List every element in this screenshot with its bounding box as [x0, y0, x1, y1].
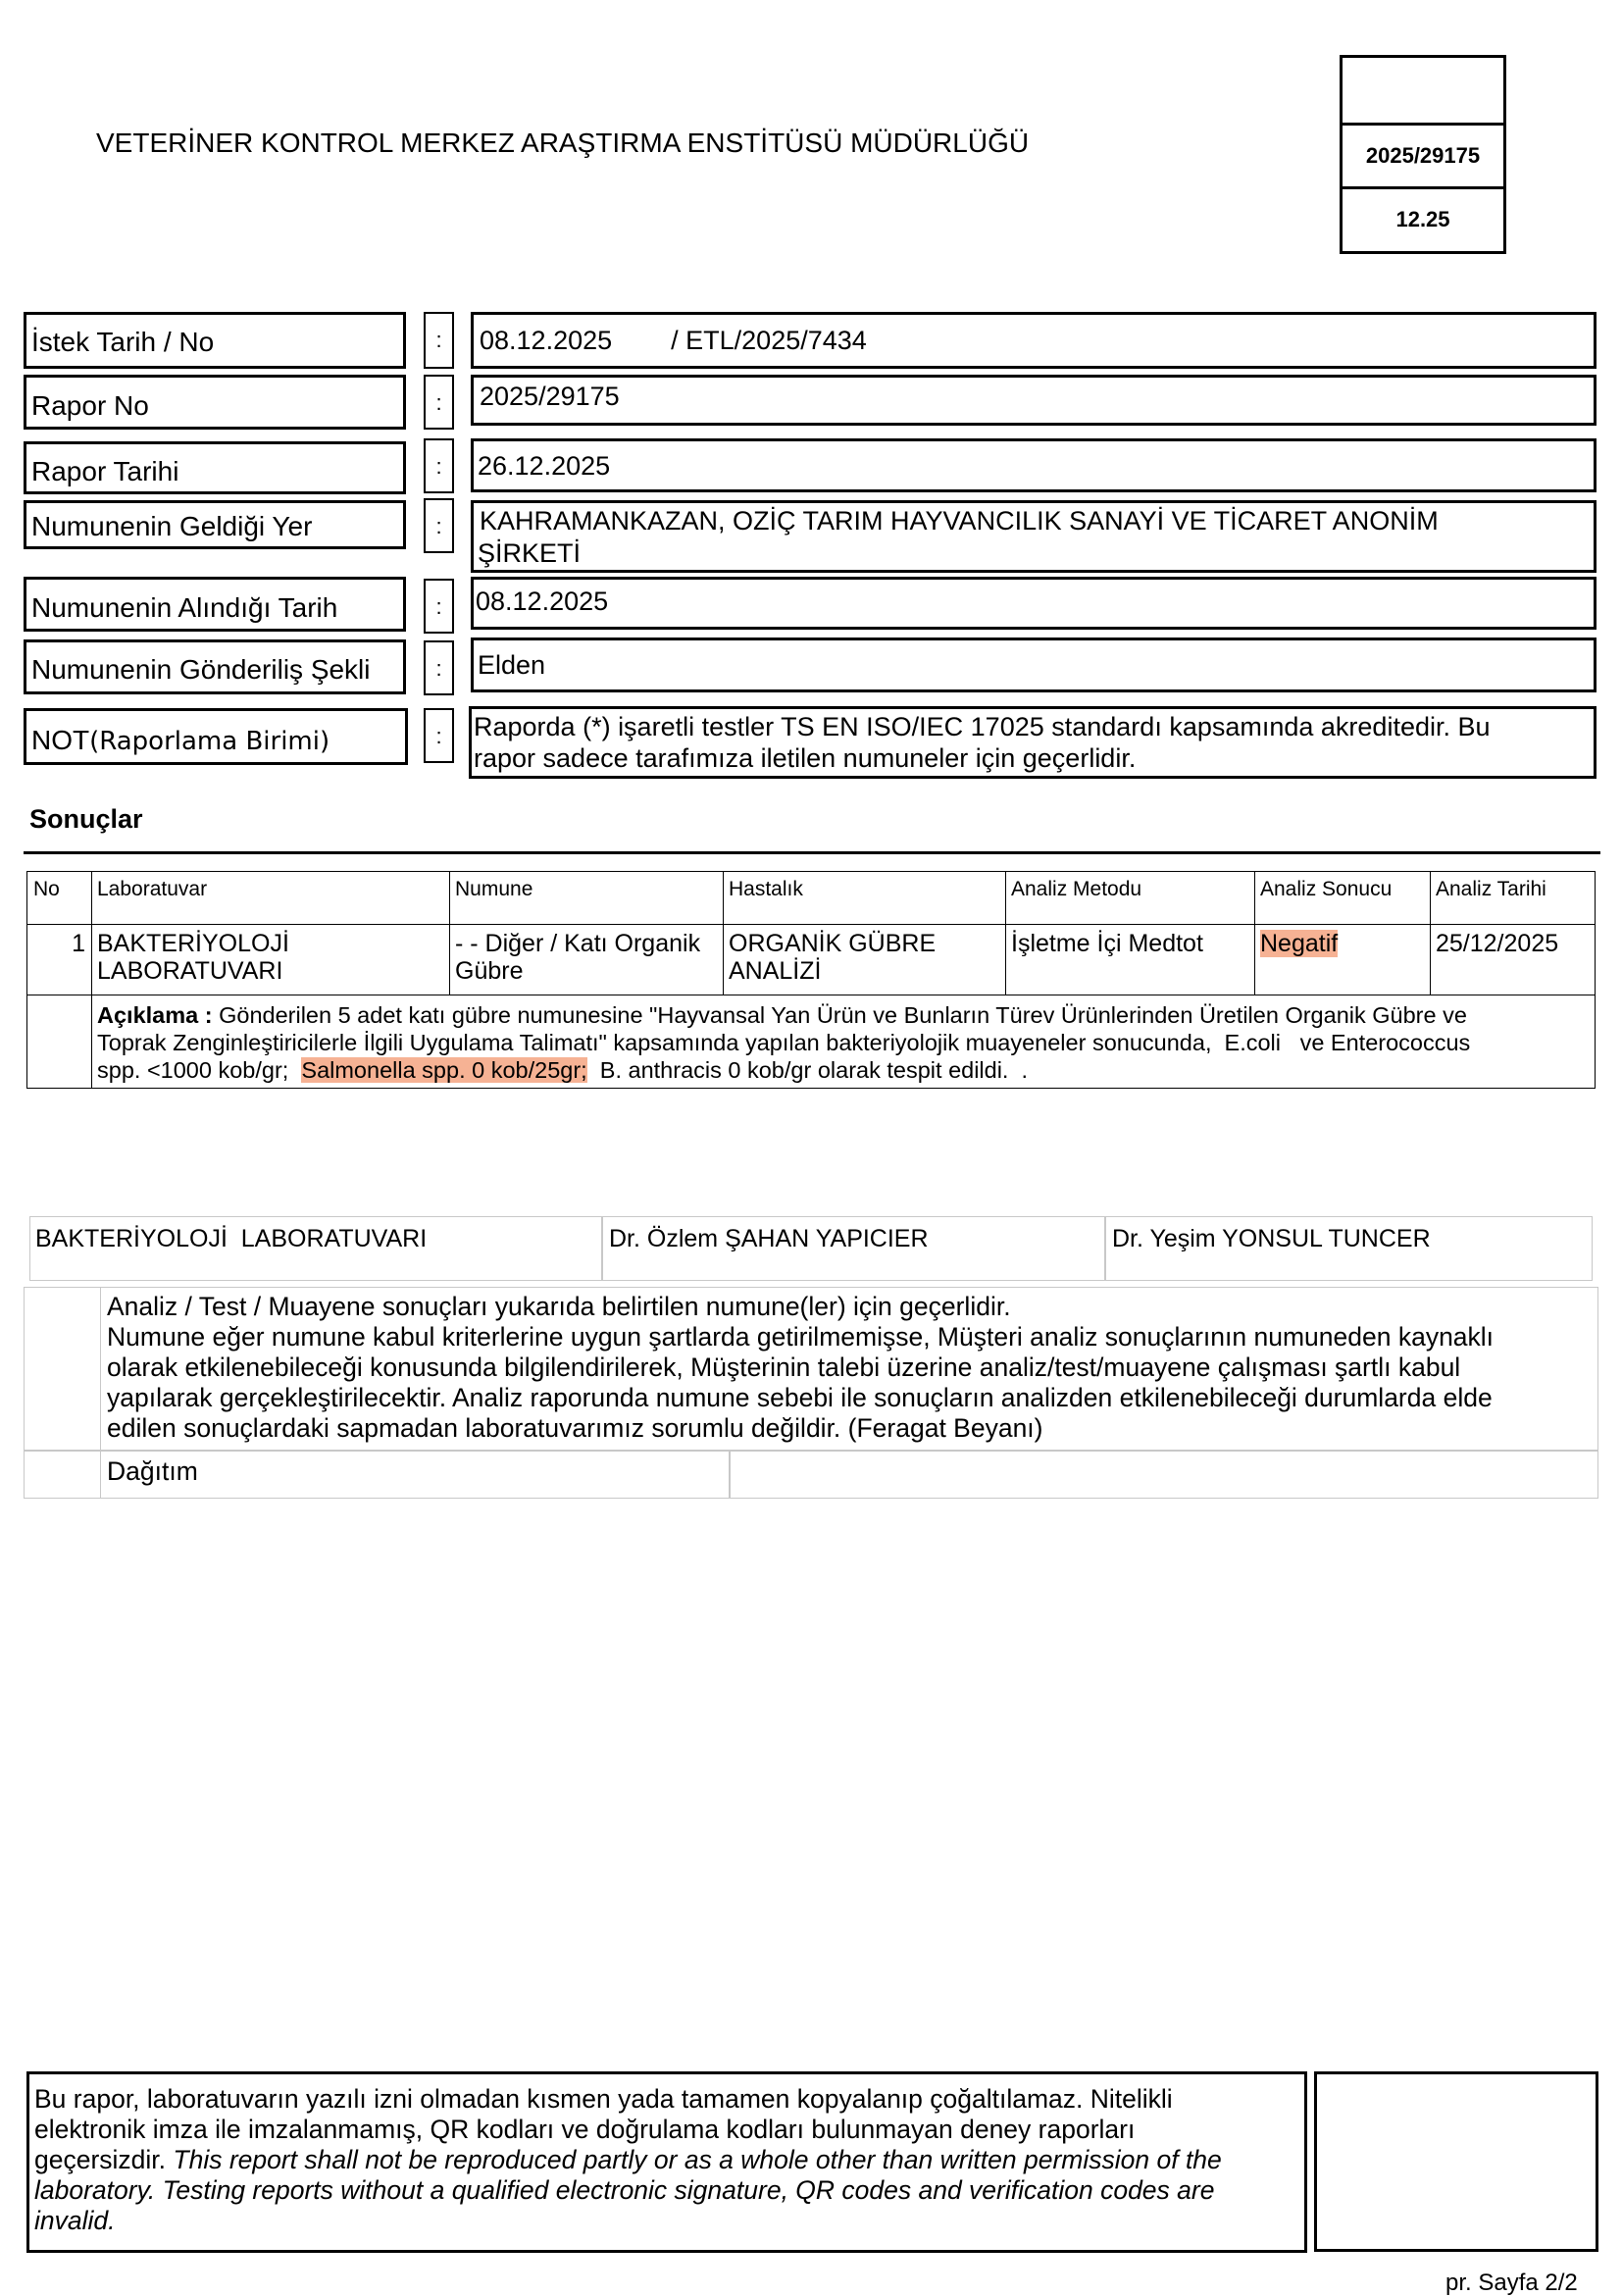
info-colon: : [424, 579, 454, 634]
signature-lab: BAKTERİYOLOJİ LABORATUVARI [35, 1225, 428, 1252]
disclaimer-line5: edilen sonuçlardaki sapmadan laboratuvarımız sorumlu değildir. (Feragat Beyanı) [107, 1413, 1043, 1443]
info-value-shipping: Elden [471, 638, 1597, 692]
explanation-line1: Açıklama : Gönderilen 5 adet katı gübre numunesine "Hayvansal Yan Ürün ve Bunların Türev Ürünlerinden Üretilen Organik Gübre ve [97, 1002, 1467, 1028]
institution-title: VETERİNER KONTROL MERKEZ ARAŞTIRMA ENSTİTÜSÜ MÜDÜRLÜĞÜ [96, 128, 1030, 158]
footer-line3: geçersizdir. This report shall not be reproduced partly or as a whole other than written permission of the [34, 2145, 1222, 2174]
col-header-result: Analiz Sonucu [1260, 878, 1393, 900]
signature-1: Dr. Özlem ŞAHAN YAPICIER [609, 1225, 929, 1252]
report-version: 12.25 [1395, 207, 1450, 231]
explanation-line2: Toprak Zenginleştiricilerle İlgili Uygulama Talimatı" kapsamında yapılan bakteriyolojik muayeneler sonucunda, E.coli ve Enterococcus [97, 1030, 1471, 1055]
report-code: 2025/29175 [1365, 143, 1481, 168]
row-disease-line1: ORGANİK GÜBRE [729, 930, 937, 957]
col-header-lab: Laboratuvar [97, 878, 208, 900]
info-label-note [24, 708, 408, 765]
note-prefix: NOT [31, 725, 90, 755]
results-rule [24, 851, 1600, 854]
info-colon: : [424, 438, 454, 493]
col-header-disease: Hastalık [729, 878, 803, 900]
disclaimer-line4: yapılarak gerçekleştirilecektir. Analiz raporunda numune sebebi ile sonuçların analizden etkilenebileceği durumlarda elde [107, 1383, 1493, 1412]
disclaimer-line3: olarak etkilenebileceği konusunda bilgilendirilerek, Müşterinin talebi üzerine analiz/test/muayene çalışması şartlı kabul [107, 1352, 1461, 1382]
info-value-sample-date: 08.12.2025 [471, 577, 1597, 630]
info-label-sample-date: Numunenin Alındığı Tarih [24, 577, 406, 632]
info-label-report-date: Rapor Tarihi [24, 441, 406, 494]
info-colon: : [424, 708, 454, 763]
note-unit: (Raporlama Birimi) [89, 727, 330, 756]
row-method: İşletme İçi Medtot [1011, 930, 1203, 957]
footer-line2: elektronik imza ile imzalanmamış, QR kodları ve doğrulama kodları bulunmayan deney raporları [34, 2115, 1136, 2144]
explanation-label: Açıklama : [97, 1002, 213, 1028]
row-sample-line1: - - Diğer / Katı Organik [455, 930, 701, 957]
info-value-request: 08.12.2025 / ETL/2025/7434 [471, 312, 1597, 369]
row-lab-line2: LABORATUVARI [97, 957, 283, 985]
info-label-request: İstek Tarih / No [24, 312, 406, 369]
info-value-note: Raporda (*) işaretli testler TS EN ISO/IEC 17025 standardı kapsamında akreditedir. Bu rapor sadece tarafımıza iletilen numuneler için geçerlidir. [469, 706, 1597, 779]
footer-line4: laboratory. Testing reports without a qualified electronic signature, QR codes and verification codes are [34, 2175, 1215, 2205]
row-lab-line1: BAKTERİYOLOJİ [97, 930, 289, 957]
distribution-label: Dağıtım [107, 1456, 198, 1486]
report-code-box [1340, 55, 1506, 254]
page-number: pr. Sayfa 2/2 [1445, 2270, 1578, 2296]
row-date: 25/12/2025 [1436, 930, 1559, 957]
info-value-sample-origin: KAHRAMANKAZAN, OZİÇ TARIM HAYVANCILIK SANAYİ VE TİCARET ANONİM ŞİRKETİ [471, 500, 1597, 573]
row-sample-line2: Gübre [455, 957, 524, 985]
col-header-date: Analiz Tarihi [1436, 878, 1546, 900]
info-colon: : [424, 498, 454, 553]
results-title: Sonuçlar [29, 804, 143, 834]
disclaimer-line1: Analiz / Test / Muayene sonuçları yukarıda belirtilen numune(ler) için geçerlidir. [107, 1292, 1011, 1321]
signature-row [29, 1216, 1593, 1281]
info-value-report-no: 2025/29175 [471, 375, 1597, 426]
info-value-report-date: 26.12.2025 [471, 438, 1597, 492]
explanation-line3: spp. <1000 kob/gr; Salmonella spp. 0 kob/25gr; B. anthracis 0 kob/gr olarak tespit edildi. . [97, 1057, 1029, 1083]
info-colon: : [424, 640, 454, 695]
info-colon: : [424, 375, 454, 430]
col-header-method: Analiz Metodu [1011, 878, 1142, 900]
disclaimer-line2: Numune eğer numune kabul kriterlerine uygun şartlarda getirilmemişse, Müşteri analiz sonuçlarının numuneden kaynaklı [107, 1322, 1495, 1352]
salmonella-highlight: Salmonella spp. 0 kob/25gr; [301, 1057, 587, 1083]
disclaimer-box [24, 1287, 1598, 1499]
qr-code-box [1314, 2071, 1598, 2252]
row-result: Negatif [1260, 930, 1339, 957]
info-label-shipping: Numunenin Gönderiliş Şekli [24, 639, 406, 694]
footer-notice-box [26, 2071, 1307, 2253]
row-disease-line2: ANALİZİ [729, 957, 822, 985]
info-label-report-no: Rapor No [24, 375, 406, 430]
info-label-sample-origin: Numunenin Geldiği Yer [24, 500, 406, 549]
row-no: 1 [72, 930, 85, 957]
footer-line1: Bu rapor, laboratuvarın yazılı izni olmadan kısmen yada tamamen kopyalanıp çoğaltılamaz. Nitelikli [34, 2084, 1173, 2114]
footer-line5: invalid. [34, 2206, 116, 2235]
col-header-no: No [33, 878, 60, 900]
col-header-sample: Numune [455, 878, 533, 900]
results-table [26, 871, 1596, 1089]
signature-2: Dr. Yeşim YONSUL TUNCER [1112, 1225, 1431, 1252]
info-colon: : [424, 312, 454, 369]
